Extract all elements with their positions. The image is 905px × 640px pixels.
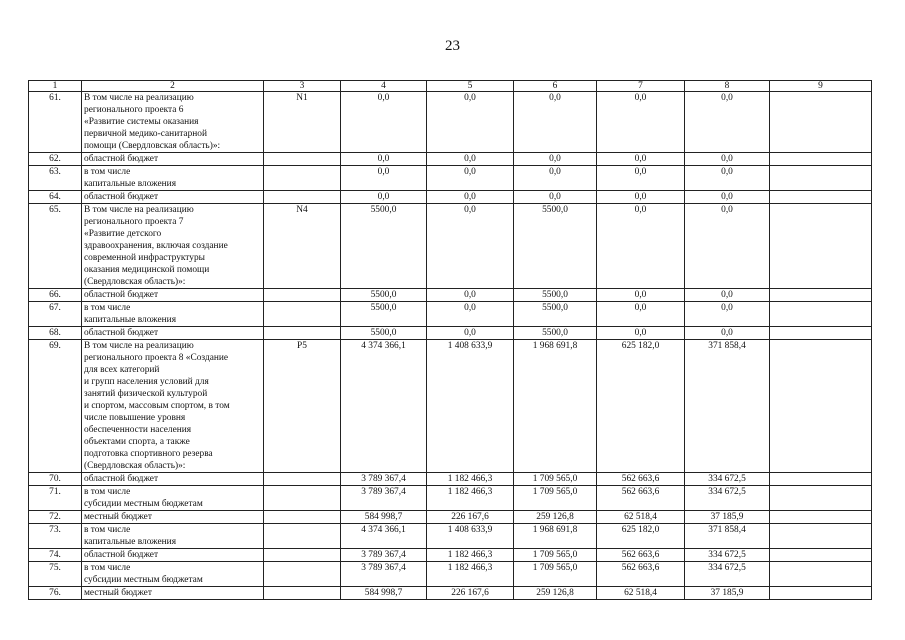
project-code-cell bbox=[264, 524, 341, 549]
item-name-cell: местный бюджет bbox=[82, 587, 264, 600]
value-cell-col9 bbox=[770, 562, 872, 587]
value-cell-col7: 0,0 bbox=[597, 327, 685, 340]
project-code-cell bbox=[264, 166, 341, 191]
project-code-cell bbox=[264, 587, 341, 600]
value-cell-col8: 0,0 bbox=[685, 327, 770, 340]
column-header: 1 bbox=[29, 81, 82, 92]
table-row bbox=[29, 92, 872, 153]
value-cell-col4: 3 789 367,4 bbox=[341, 486, 427, 511]
value-cell-col5: 0,0 bbox=[427, 204, 514, 289]
project-code-cell bbox=[264, 549, 341, 562]
row-number-cell: 61. bbox=[29, 92, 82, 153]
row-number-cell: 67. bbox=[29, 302, 82, 327]
value-cell-col8: 0,0 bbox=[685, 92, 770, 153]
table-row bbox=[29, 191, 872, 204]
value-cell-col5: 1 182 466,3 bbox=[427, 473, 514, 486]
value-cell-col9 bbox=[770, 340, 872, 473]
column-header: 7 bbox=[597, 81, 685, 92]
value-cell-col9 bbox=[770, 289, 872, 302]
value-cell-col9 bbox=[770, 511, 872, 524]
value-cell-col5: 0,0 bbox=[427, 92, 514, 153]
value-cell-col8: 0,0 bbox=[685, 166, 770, 191]
value-cell-col7: 562 663,6 bbox=[597, 486, 685, 511]
item-name-cell: В том числе на реализацию регионального проекта 7 «Развитие детского здравоохранения, включая создание современной инфраструктуры оказания медицинской помощи (Свердловская область)»: bbox=[82, 204, 264, 289]
value-cell-col5: 0,0 bbox=[427, 191, 514, 204]
row-number-cell: 73. bbox=[29, 524, 82, 549]
value-cell-col8: 334 672,5 bbox=[685, 549, 770, 562]
value-cell-col6: 0,0 bbox=[514, 92, 597, 153]
value-cell-col9 bbox=[770, 191, 872, 204]
item-name-cell: В том числе на реализацию регионального проекта 6 «Развитие системы оказания первичной медико-санитарной помощи (Свердловская область)»: bbox=[82, 92, 264, 153]
value-cell-col6: 1 709 565,0 bbox=[514, 562, 597, 587]
value-cell-col4: 0,0 bbox=[341, 153, 427, 166]
row-number-cell: 62. bbox=[29, 153, 82, 166]
value-cell-col9 bbox=[770, 327, 872, 340]
project-code-cell bbox=[264, 511, 341, 524]
table-row bbox=[29, 340, 872, 473]
item-name-cell: в том числе капитальные вложения bbox=[82, 524, 264, 549]
value-cell-col4: 4 374 366,1 bbox=[341, 524, 427, 549]
project-code-cell bbox=[264, 289, 341, 302]
table-row bbox=[29, 327, 872, 340]
value-cell-col6: 1 709 565,0 bbox=[514, 486, 597, 511]
table-body bbox=[29, 92, 872, 600]
table-row bbox=[29, 524, 872, 549]
value-cell-col7: 62 518,4 bbox=[597, 511, 685, 524]
value-cell-col5: 226 167,6 bbox=[427, 587, 514, 600]
project-code-cell bbox=[264, 153, 341, 166]
item-name-cell: в том числе капитальные вложения bbox=[82, 166, 264, 191]
table-row bbox=[29, 549, 872, 562]
column-header: 3 bbox=[264, 81, 341, 92]
value-cell-col8: 0,0 bbox=[685, 289, 770, 302]
project-code-cell bbox=[264, 191, 341, 204]
table-row bbox=[29, 153, 872, 166]
value-cell-col4: 584 998,7 bbox=[341, 511, 427, 524]
table-row bbox=[29, 302, 872, 327]
value-cell-col5: 0,0 bbox=[427, 153, 514, 166]
value-cell-col4: 0,0 bbox=[341, 166, 427, 191]
value-cell-col7: 0,0 bbox=[597, 153, 685, 166]
value-cell-col9 bbox=[770, 302, 872, 327]
project-code-cell bbox=[264, 302, 341, 327]
value-cell-col6: 1 709 565,0 bbox=[514, 549, 597, 562]
column-header: 6 bbox=[514, 81, 597, 92]
page-number: 23 bbox=[445, 38, 460, 54]
value-cell-col7: 625 182,0 bbox=[597, 524, 685, 549]
value-cell-col4: 4 374 366,1 bbox=[341, 340, 427, 473]
column-header: 9 bbox=[770, 81, 872, 92]
value-cell-col9 bbox=[770, 473, 872, 486]
value-cell-col4: 0,0 bbox=[341, 92, 427, 153]
table-row bbox=[29, 473, 872, 486]
project-code-cell: N1 bbox=[264, 92, 341, 153]
value-cell-col9 bbox=[770, 204, 872, 289]
value-cell-col6: 5500,0 bbox=[514, 327, 597, 340]
project-code-cell: P5 bbox=[264, 340, 341, 473]
value-cell-col7: 62 518,4 bbox=[597, 587, 685, 600]
table-row bbox=[29, 204, 872, 289]
item-name-cell: областной бюджет bbox=[82, 289, 264, 302]
table-row bbox=[29, 289, 872, 302]
value-cell-col5: 1 408 633,9 bbox=[427, 340, 514, 473]
project-code-cell bbox=[264, 473, 341, 486]
value-cell-col5: 0,0 bbox=[427, 289, 514, 302]
project-code-cell bbox=[264, 562, 341, 587]
table-row bbox=[29, 587, 872, 600]
row-number-cell: 71. bbox=[29, 486, 82, 511]
value-cell-col6: 259 126,8 bbox=[514, 511, 597, 524]
value-cell-col5: 0,0 bbox=[427, 166, 514, 191]
row-number-cell: 76. bbox=[29, 587, 82, 600]
value-cell-col6: 259 126,8 bbox=[514, 587, 597, 600]
value-cell-col8: 0,0 bbox=[685, 204, 770, 289]
project-code-cell: N4 bbox=[264, 204, 341, 289]
item-name-cell: в том числе капитальные вложения bbox=[82, 302, 264, 327]
value-cell-col4: 5500,0 bbox=[341, 327, 427, 340]
value-cell-col4: 0,0 bbox=[341, 191, 427, 204]
value-cell-col9 bbox=[770, 486, 872, 511]
value-cell-col6: 5500,0 bbox=[514, 302, 597, 327]
table-row bbox=[29, 486, 872, 511]
row-number-cell: 63. bbox=[29, 166, 82, 191]
value-cell-col8: 0,0 bbox=[685, 153, 770, 166]
value-cell-col5: 0,0 bbox=[427, 327, 514, 340]
value-cell-col4: 5500,0 bbox=[341, 289, 427, 302]
value-cell-col4: 3 789 367,4 bbox=[341, 549, 427, 562]
row-number-cell: 72. bbox=[29, 511, 82, 524]
value-cell-col8: 334 672,5 bbox=[685, 486, 770, 511]
value-cell-col7: 625 182,0 bbox=[597, 340, 685, 473]
row-number-cell: 66. bbox=[29, 289, 82, 302]
row-number-cell: 70. bbox=[29, 473, 82, 486]
row-number-cell: 65. bbox=[29, 204, 82, 289]
value-cell-col8: 0,0 bbox=[685, 302, 770, 327]
table-header-row bbox=[29, 81, 872, 92]
item-name-cell: областной бюджет bbox=[82, 327, 264, 340]
row-number-cell: 64. bbox=[29, 191, 82, 204]
value-cell-col7: 0,0 bbox=[597, 92, 685, 153]
value-cell-col9 bbox=[770, 549, 872, 562]
item-name-cell: в том числе субсидии местным бюджетам bbox=[82, 562, 264, 587]
value-cell-col4: 3 789 367,4 bbox=[341, 473, 427, 486]
value-cell-col6: 1 709 565,0 bbox=[514, 473, 597, 486]
row-number-cell: 68. bbox=[29, 327, 82, 340]
item-name-cell: областной бюджет bbox=[82, 153, 264, 166]
value-cell-col8: 37 185,9 bbox=[685, 511, 770, 524]
value-cell-col9 bbox=[770, 166, 872, 191]
table-row bbox=[29, 562, 872, 587]
value-cell-col9 bbox=[770, 153, 872, 166]
table-row bbox=[29, 166, 872, 191]
column-header: 8 bbox=[685, 81, 770, 92]
item-name-cell: В том числе на реализацию регионального проекта 8 «Создание для всех категорий и групп населения условий для занятий физической культурой и спортом, массовым спортом, в том числе повышение уровня обеспеченности населения объектами спорта, а также подготовка спортивного резерва (Свердловская область)»: bbox=[82, 340, 264, 473]
value-cell-col7: 0,0 bbox=[597, 302, 685, 327]
value-cell-col6: 5500,0 bbox=[514, 289, 597, 302]
column-header: 4 bbox=[341, 81, 427, 92]
budget-table bbox=[28, 80, 872, 600]
value-cell-col8: 371 858,4 bbox=[685, 524, 770, 549]
value-cell-col4: 584 998,7 bbox=[341, 587, 427, 600]
value-cell-col4: 5500,0 bbox=[341, 204, 427, 289]
row-number-cell: 74. bbox=[29, 549, 82, 562]
value-cell-col7: 0,0 bbox=[597, 289, 685, 302]
value-cell-col5: 1 182 466,3 bbox=[427, 562, 514, 587]
value-cell-col6: 0,0 bbox=[514, 191, 597, 204]
value-cell-col7: 562 663,6 bbox=[597, 562, 685, 587]
value-cell-col5: 1 182 466,3 bbox=[427, 486, 514, 511]
value-cell-col9 bbox=[770, 92, 872, 153]
value-cell-col7: 0,0 bbox=[597, 166, 685, 191]
value-cell-col6: 5500,0 bbox=[514, 204, 597, 289]
value-cell-col4: 3 789 367,4 bbox=[341, 562, 427, 587]
value-cell-col9 bbox=[770, 587, 872, 600]
value-cell-col8: 371 858,4 bbox=[685, 340, 770, 473]
value-cell-col7: 0,0 bbox=[597, 191, 685, 204]
column-header: 5 bbox=[427, 81, 514, 92]
value-cell-col7: 562 663,6 bbox=[597, 549, 685, 562]
value-cell-col6: 0,0 bbox=[514, 166, 597, 191]
value-cell-col5: 1 408 633,9 bbox=[427, 524, 514, 549]
item-name-cell: областной бюджет bbox=[82, 549, 264, 562]
column-header: 2 bbox=[82, 81, 264, 92]
row-number-cell: 69. bbox=[29, 340, 82, 473]
value-cell-col4: 5500,0 bbox=[341, 302, 427, 327]
project-code-cell bbox=[264, 327, 341, 340]
row-number-cell: 75. bbox=[29, 562, 82, 587]
item-name-cell: областной бюджет bbox=[82, 191, 264, 204]
value-cell-col8: 334 672,5 bbox=[685, 473, 770, 486]
value-cell-col6: 1 968 691,8 bbox=[514, 340, 597, 473]
value-cell-col6: 0,0 bbox=[514, 153, 597, 166]
value-cell-col7: 0,0 bbox=[597, 204, 685, 289]
project-code-cell bbox=[264, 486, 341, 511]
value-cell-col8: 0,0 bbox=[685, 191, 770, 204]
value-cell-col5: 1 182 466,3 bbox=[427, 549, 514, 562]
value-cell-col5: 226 167,6 bbox=[427, 511, 514, 524]
value-cell-col9 bbox=[770, 524, 872, 549]
value-cell-col7: 562 663,6 bbox=[597, 473, 685, 486]
table-row bbox=[29, 511, 872, 524]
item-name-cell: в том числе субсидии местным бюджетам bbox=[82, 486, 264, 511]
value-cell-col6: 1 968 691,8 bbox=[514, 524, 597, 549]
item-name-cell: областной бюджет bbox=[82, 473, 264, 486]
value-cell-col5: 0,0 bbox=[427, 302, 514, 327]
item-name-cell: местный бюджет bbox=[82, 511, 264, 524]
value-cell-col8: 37 185,9 bbox=[685, 587, 770, 600]
value-cell-col8: 334 672,5 bbox=[685, 562, 770, 587]
